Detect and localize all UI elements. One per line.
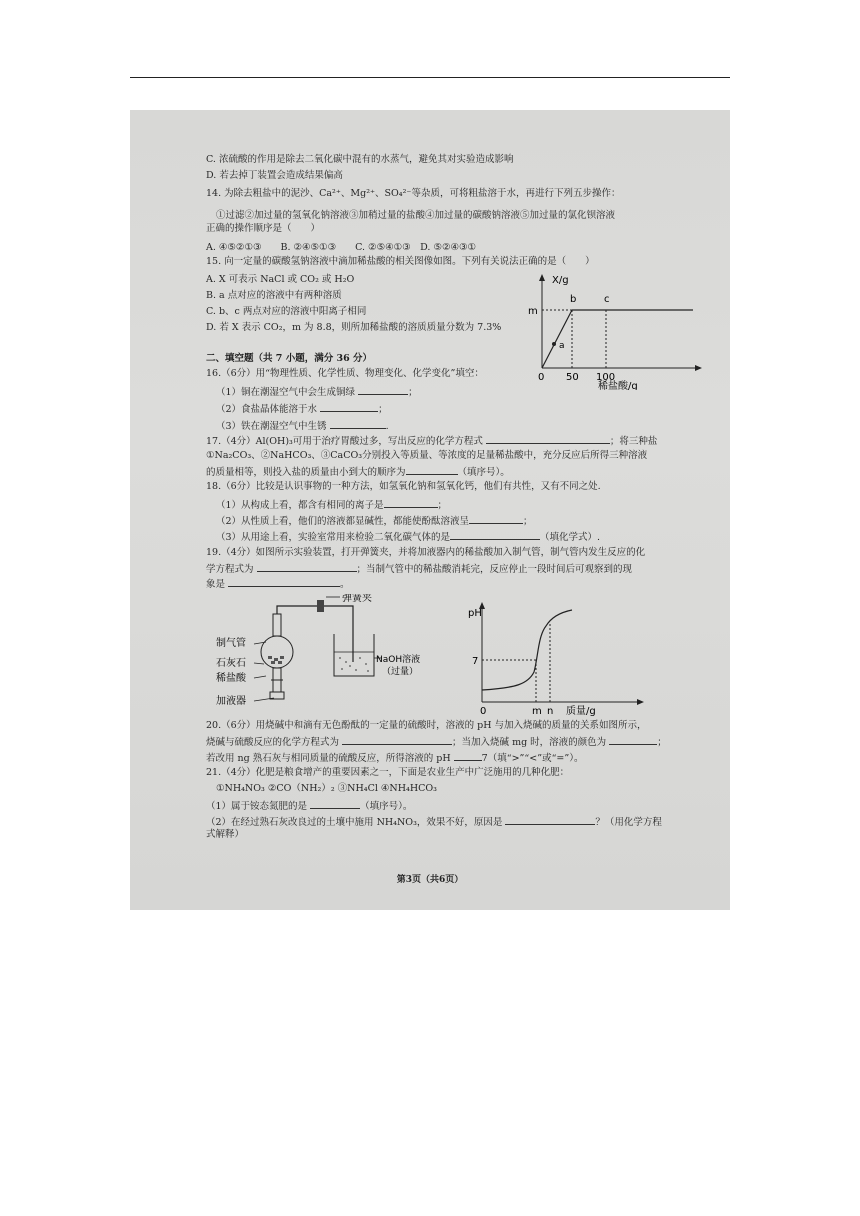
q15-option-a: A. X 可表示 NaCl 或 CO₂ 或 H₂O bbox=[206, 274, 355, 285]
q14-prompt: 正确的操作顺序是（ ） bbox=[206, 223, 321, 234]
q15-stem: 15. 向一定量的碳酸氢钠溶液中滴加稀盐酸的相关图像如图。下列有关说法正确的是（ ） bbox=[206, 256, 595, 267]
q21-item-1: （1）属于铵态氮肥的是 （填序号）。 bbox=[206, 801, 413, 812]
q15-c-label: c bbox=[604, 294, 610, 305]
q17-salts: ①Na₂CO₃、②NaHCO₃、③CaCO₃分别投入等质量、等浓度的足量稀盐酸中，充分反应后所得三种溶液 bbox=[206, 450, 648, 461]
delivery-tube bbox=[277, 606, 353, 662]
q15-a-label: a bbox=[559, 341, 565, 351]
q15-tick-50: 50 bbox=[566, 372, 579, 383]
q19-phenomenon: 象是 。 bbox=[206, 579, 350, 590]
q20-origin: 0 bbox=[480, 706, 487, 716]
q20-x-arrow bbox=[637, 699, 644, 705]
flask-bulb bbox=[261, 636, 293, 668]
q15-option-c: C. b、c 两点对应的溶液中阳离子相同 bbox=[206, 306, 367, 317]
q20-seven-label: 7 bbox=[472, 656, 479, 667]
label-spring-clip: 弹簧夹 bbox=[342, 594, 372, 604]
q19-stem: 19.（4分）如图所示实验装置，打开弹簧夹，并将加液器内的稀盐酸加入制气管，制气管内发生反应的化 bbox=[206, 547, 646, 558]
label-limestone: 石灰石 bbox=[216, 658, 246, 669]
section-2-heading: 二、填空题（共 7 小题，满分 36 分） bbox=[206, 353, 373, 364]
q20-equation: 烧碱与硫酸反应的化学方程式为 ；当加入烧碱 mg 时，溶液的颜色为 ； bbox=[206, 737, 667, 748]
q15-xlabel: 稀盐酸/g bbox=[598, 381, 638, 390]
label-liquid-adder: 加液器 bbox=[216, 696, 246, 707]
q14-options: A. ④⑤②①③ B. ②④⑤①③ C. ②⑤④①③ D. ⑤②④③① bbox=[206, 242, 477, 253]
q15-point-a bbox=[552, 342, 556, 346]
q18-item-1: （1）从构成上看，都含有相同的离子是 ； bbox=[216, 500, 448, 511]
q20-ph-compare: 若改用 ng 熟石灰与相同质量的硫酸反应，所得溶液的 pH 7（填“>”“<”或“=”）。 bbox=[206, 753, 584, 764]
exam-photo bbox=[130, 110, 730, 910]
beaker bbox=[334, 634, 374, 676]
q16-item-3: （3）铁在潮湿空气中生锈 . bbox=[216, 421, 389, 432]
q15-ylabel: X/g bbox=[552, 275, 569, 286]
q20-n-label: n bbox=[547, 706, 554, 716]
q15-y-arrow bbox=[539, 274, 545, 281]
q17-stem: 17.（4分）Al(OH)₃可用于治疗胃酸过多，写出反应的化学方程式 ；将三种盐 bbox=[206, 436, 658, 447]
q14-stem: 14. 为除去粗盐中的泥沙、Ca²⁺、Mg²⁺、SO₄²⁻等杂质，可将粗盐溶于水，再进行下列五步操作： bbox=[206, 188, 621, 199]
q15-m-label: m bbox=[528, 306, 538, 317]
q20-ylabel: pH bbox=[468, 608, 482, 619]
q18-item-2: （2）从性质上看，他们的溶液都显碱性，都能使酚酞溶液呈 ； bbox=[216, 516, 533, 527]
label-hydrochloric-acid: 稀盐酸 bbox=[216, 673, 246, 684]
q16-item-1: （1）铜在潮湿空气中会生成铜绿 ； bbox=[216, 387, 418, 398]
q18-stem: 18.（6分）比较是认识事物的一种方法，如氢氧化钠和氢氧化钙，他们有共性，又有不同之处. bbox=[206, 481, 601, 492]
q15-origin: 0 bbox=[538, 372, 545, 383]
page-footer: 第3页（共6页） bbox=[396, 875, 464, 885]
q20-ph-curve bbox=[482, 610, 572, 690]
q16-stem: 16.（6分）用“物理性质、化学性质、物理变化、化学变化”填空： bbox=[206, 368, 484, 379]
flask-neck bbox=[273, 614, 281, 636]
q15-x-arrow bbox=[695, 365, 702, 371]
q13-option-d: D. 若去掉丁装置会造成结果偏高 bbox=[206, 170, 343, 181]
label-excess: （过量） bbox=[382, 667, 419, 677]
q13-option-c: C. 浓硫酸的作用是除去二氧化碳中混有的水蒸气，避免其对实验造成影响 bbox=[206, 154, 514, 165]
q19-equation: 学方程式为 ；当制气管中的稀盐酸消耗完，反应停止一段时间后可观察到的现 bbox=[206, 564, 633, 575]
q16-item-2: （2）食盐晶体能溶于水 ； bbox=[216, 404, 388, 415]
q21-item-2-cont: 式解释） bbox=[206, 829, 245, 840]
q15-option-b: B. a 点对应的溶液中有两种溶质 bbox=[206, 290, 342, 301]
q15-tick-100: 100 bbox=[596, 372, 616, 383]
q15-b-label: b bbox=[570, 294, 577, 305]
top-rule bbox=[130, 77, 730, 78]
q15-rising-line bbox=[542, 310, 572, 368]
limestone-pieces bbox=[268, 656, 284, 664]
q20-xlabel: 质量/g bbox=[566, 706, 596, 716]
pointer-acid bbox=[254, 676, 266, 678]
q14-steps: ①过滤②加过量的氢氧化钠溶液③加稍过量的盐酸④加过量的碳酸钠溶液⑤加过量的氯化钡溶液 bbox=[216, 210, 616, 221]
q20-ph-graph bbox=[468, 598, 668, 716]
label-gas-tube: 制气管 bbox=[216, 638, 246, 649]
q19-apparatus bbox=[210, 594, 430, 714]
q15-option-d: D. 若 X 表示 CO₂，m 为 8.8，则所加稀盐酸的溶质质量分数为 7.3% bbox=[206, 322, 502, 333]
pointer-limestone bbox=[254, 663, 264, 664]
q20-stem: 20.（6分）用烧碱中和滴有无色酚酞的一定量的硫酸时，溶液的 pH 与加入烧碱的质量的关系如图所示， bbox=[206, 720, 647, 731]
q20-m-label: m bbox=[532, 706, 542, 716]
naoh-solution-dots bbox=[339, 657, 369, 672]
q18-item-3: （3）从用途上看，实验室常用来检验二氧化碳气体的是 （填化学式）. bbox=[216, 532, 601, 543]
q21-item-2: （2）在经过熟石灰改良过的土壤中施用 NH₄NO₃，效果不好，原因是 ？（用化学方程 bbox=[206, 817, 662, 828]
q17-order: 的质量相等，则投入盐的质量由小到大的顺序为 （填序号）。 bbox=[206, 467, 510, 478]
q21-fertilizers: ①NH₄NO₃ ②CO（NH₂）₂ ③NH₄Cl ④NH₄HCO₃ bbox=[216, 783, 437, 794]
q15-graph bbox=[508, 270, 708, 390]
label-naoh-solution: NaOH溶液 bbox=[376, 655, 421, 665]
q21-stem: 21.（4分）化肥是粮食增产的重要因素之一，下面是农业生产中广泛施用的几种化肥： bbox=[206, 767, 570, 778]
spring-clip bbox=[317, 600, 324, 612]
